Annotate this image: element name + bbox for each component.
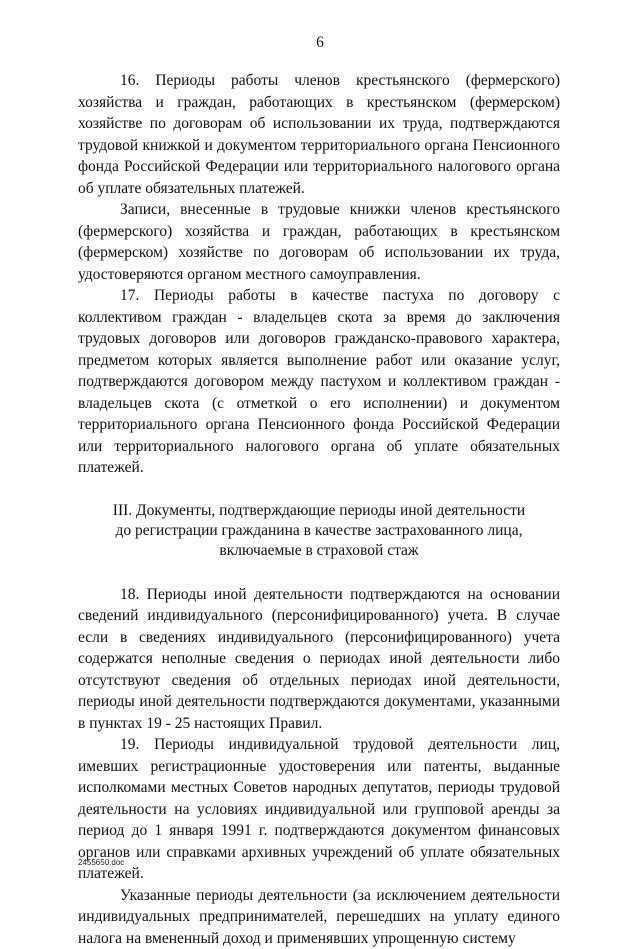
page-number: 6	[0, 34, 640, 52]
paragraph-records: Записи, внесенные в трудовые книжки членов крестьянского (фермерского) хозяйства и граждан, работающих в крестьянском (фермерском) хозяйстве по договорам об использовании их труда, удостоверяются органом местного самоуправления.	[78, 199, 560, 285]
document-body	[78, 70, 560, 949]
paragraph-16: 16. Периоды работы членов крестьянского (фермерского) хозяйства и граждан, работающих в крестьянском (фермерском) хозяйстве по договорам об использовании их труда, подтверждаются трудовой книжкой и документом территориального органа Пенсионного фонда Российской Федерации или территориального налогового органа об уплате обязательных платежей.	[78, 70, 560, 199]
section-heading-line: включаемые в страховой стаж	[78, 541, 560, 561]
section-heading-iii	[78, 501, 560, 561]
section-heading-line: III. Документы, подтверждающие периоды иной деятельности	[78, 501, 560, 521]
footer-filename: 2455650.doc	[78, 858, 124, 867]
paragraph-19: 19. Периоды индивидуальной трудовой деятельности лиц, имевших регистрационные удостоверения или патенты, выданные исполкомами местных Советов народных депутатов, периоды трудовой деятельности на условиях индивидуальной или групповой аренды за период до 1 января 1991 г. подтверждаются документом финансовых органов или справками архивных учреждений об уплате обязательных платежей.	[78, 734, 560, 885]
paragraph-18: 18. Периоды иной деятельности подтверждаются на основании сведений индивидуального (персонифицированного) учета. В случае если в сведениях индивидуального (персонифицированного) учета содержатся неполные сведения о периодах иной деятельности либо отсутствуют сведения об отдельных периодах иной деятельности, периоды иной деятельности подтверждаются документами, указанными в пунктах 19 - 25 настоящих Правил.	[78, 584, 560, 735]
paragraph-17: 17. Периоды работы в качестве пастуха по договору с коллективом граждан - владельцев скота за время до заключения трудовых договоров или договоров гражданско-правового характера, предметом которых является выполнение работ или оказание услуг, подтверждаются договором между пастухом и коллективом граждан - владельцев скота (с отметкой о его исполнении) и документом территориального органа Пенсионного фонда Российской Федерации или территориального налогового органа об уплате обязательных платежей.	[78, 285, 560, 479]
section-heading-line: до регистрации гражданина в качестве застрахованного лица,	[78, 521, 560, 541]
paragraph-indicated-periods: Указанные периоды деятельности (за исключением деятельности индивидуальных предпринимателей, перешедших на уплату единого налога на вмененный доход и применявших упрощенную систему	[78, 885, 560, 949]
